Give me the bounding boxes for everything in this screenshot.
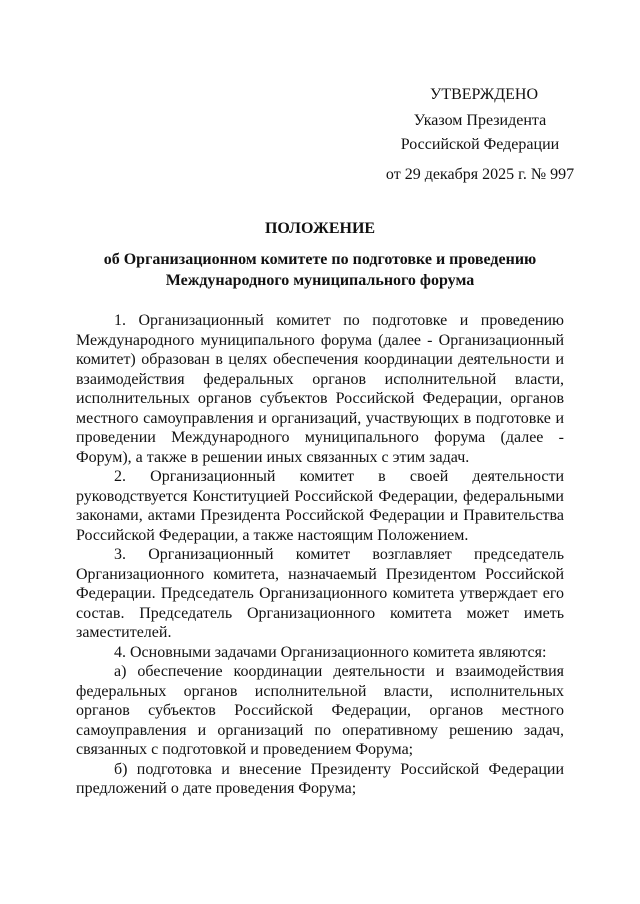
document-subtitle: об Организационном комитете по подготовке и проведению Международного муниципального форума (103, 251, 537, 289)
paragraph-4: 4. Основными задачами Организационного комитета являются: (114, 643, 547, 661)
paragraph-4a: а) обеспечение координации деятельности и взаимодействия федеральных органов исполнительной власти, исполнительных органов субъектов Российской Федерации, органов местного самоуправления и организаций по оперативному решению задач, связанных с подготовкой и проведением Форума; (76, 663, 564, 758)
approval-stamp (360, 83, 600, 187)
document-title: ПОЛОЖЕНИЕ (264, 220, 376, 237)
document-body (76, 311, 564, 799)
decree-date: от 29 декабря 2025 г. № 997 (385, 166, 575, 183)
paragraph-2: 2. Организационный комитет в своей деятельности руководствуется Конституцией Российской Федерации, федеральными законами, актами Президента Российской Федерации и Правительства Российской Федерации, а также настоящим Положением. (76, 468, 564, 544)
paragraph-1: 1. Организационный комитет по подготовке и проведению Международного муниципального форума (далее - Организационный комитет) образован в целях обеспечения координации деятельности и взаимодействия федеральных органов исполнительной власти, исполнительных органов субъектов Российской Федерации, органов местного самоуправления и организаций, участвующих в подготовке и проведении Международного муниципального форума (далее - Форум), а также в решении иных связанных с этим задач. (76, 312, 564, 466)
paragraph-4b: б) подготовка и внесение Президенту Российской Федерации предложений о дате проведения Форума; (76, 760, 564, 797)
approved-label: УТВЕРЖДЕНО (430, 86, 539, 103)
paragraph-3: 3. Организационный комитет возглавляет председатель Организационного комитета, назначаемый Президентом Российской Федерации. Председатель Организационного комитета утверждает его состав. Председатель Организационного комитета может иметь заместителей. (76, 546, 564, 641)
federation-line: Российской Федерации (400, 136, 560, 153)
decree-line: Указом Президента (413, 112, 547, 129)
title-block (76, 218, 564, 291)
